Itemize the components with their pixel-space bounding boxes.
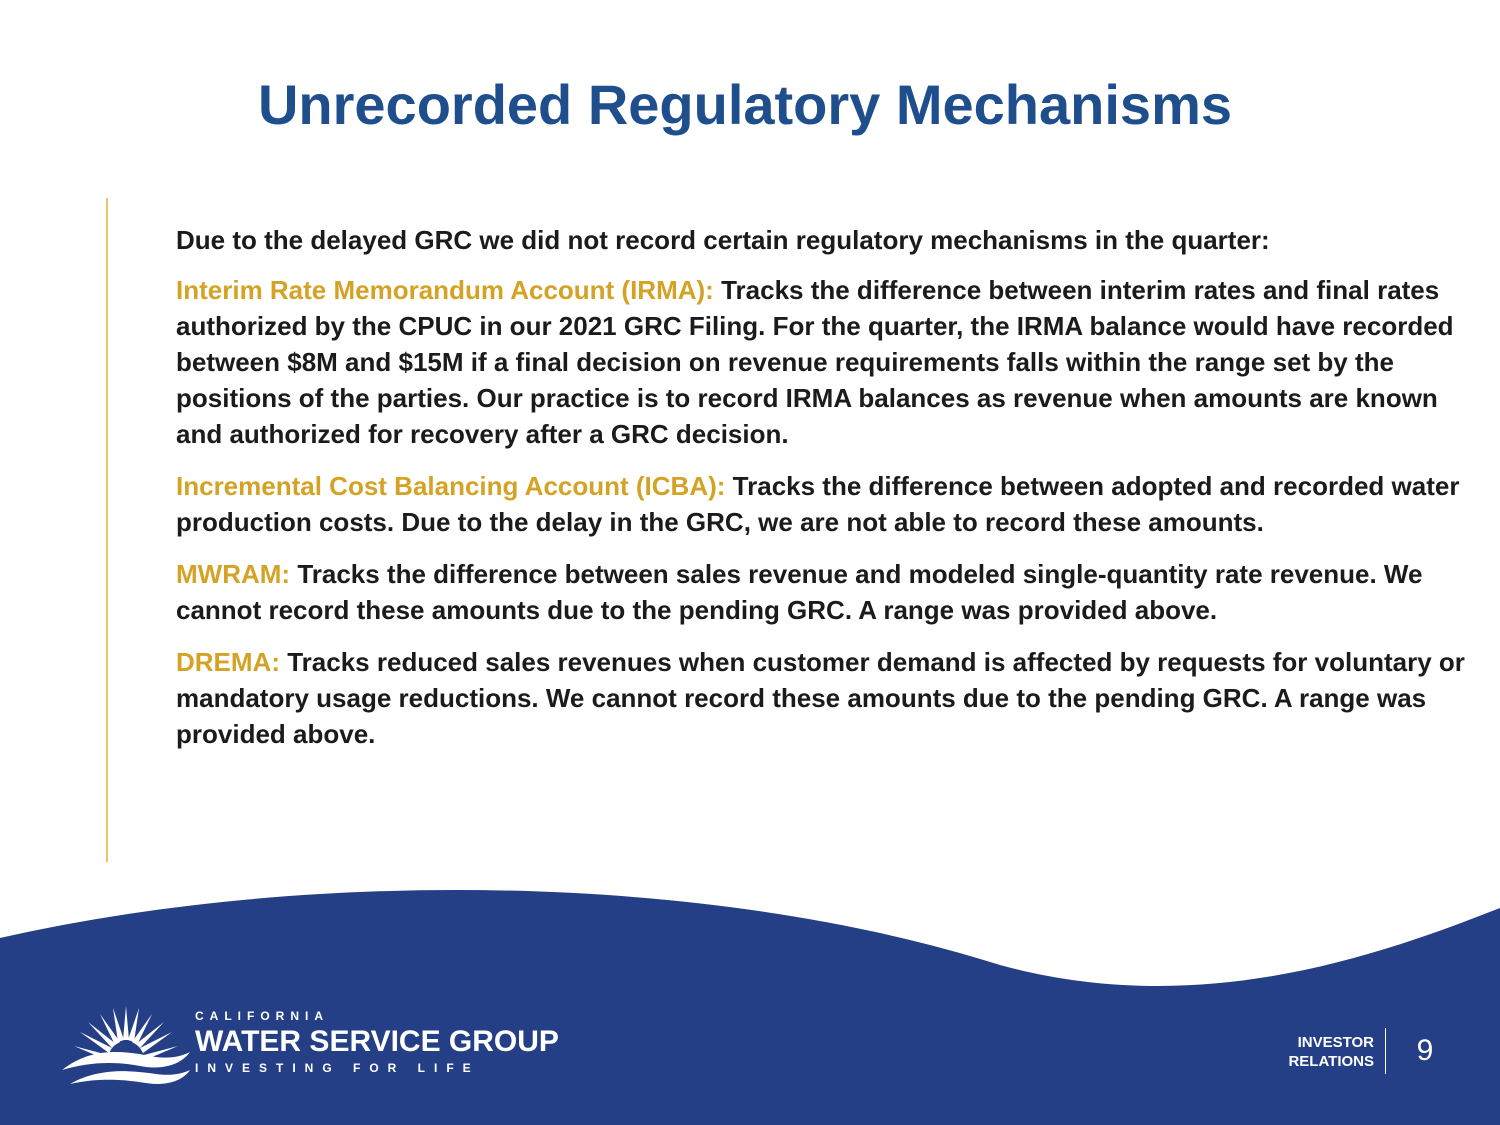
mechanism-description: Tracks the difference between sales revenue and modeled single-quantity rate revenue. We cannot record these amounts due to the pending GRC. A range was provided above. [176,559,1423,625]
slide-body [176,222,1486,768]
mechanism-description: Tracks the difference between interim rates and final rates authorized by the CPUC in our 2021 GRC Filing. For the quarter, the IRMA balance would have recorded between $8M and $15M if a final decision on revenue requirements falls within the range set by the positions of the parties. Our practice is to record IRMA balances as revenue when amounts are known and authorized for recovery after a GRC decision. [176,275,1454,449]
mechanism-drema [176,644,1486,752]
mechanism-term: Interim Rate Memorandum Account (IRMA): [176,275,714,305]
logo-top-line: CALIFORNIA [195,1009,329,1023]
slide-title: Unrecorded Regulatory Mechanisms [257,73,1233,136]
mechanism-irma [176,272,1486,452]
section-label-line2: RELATIONS [1288,1053,1374,1070]
logo-tagline: INVESTING FOR LIFE [195,1061,480,1075]
mechanism-term: DREMA: [176,647,280,677]
mechanism-description: Tracks the difference between adopted and recorded water production costs. Due to the delay in the GRC, we are not able to record these amounts. [176,471,1460,537]
mechanism-icba [176,468,1486,540]
mechanism-term: Incremental Cost Balancing Account (ICBA): [176,471,726,501]
mechanism-description: Tracks reduced sales revenues when customer demand is affected by requests for voluntary or mandatory usage reductions. We cannot record these amounts due to the pending GRC. A range was provided above. [176,647,1465,749]
accent-divider [106,198,108,862]
logo-company-name: WATER SERVICE GROUP [195,1025,559,1058]
section-label [1270,1033,1374,1071]
page-number: 9 [1416,1034,1434,1067]
sun-waves-logo-icon [60,1000,192,1092]
section-label-line1: INVESTOR [1297,1034,1374,1051]
footer-divider [1385,1028,1386,1074]
intro-text: Due to the delayed GRC we did not record certain regulatory mechanisms in the quarter: [176,225,1270,255]
company-logo-text [195,1008,559,1076]
mechanism-mwram [176,556,1486,628]
footer-wave-band [0,880,1500,1125]
mechanism-term: MWRAM: [176,559,291,589]
